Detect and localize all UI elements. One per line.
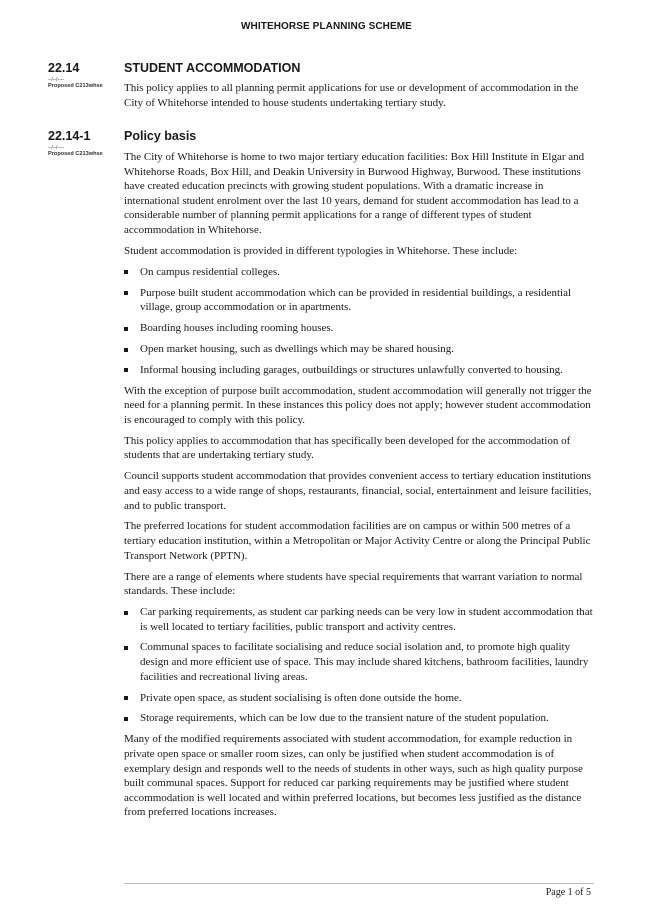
list-item xyxy=(124,691,594,706)
paragraph: The preferred locations for student accommodation facilities are on campus or within 500 metres of a tertiary education institution, within a Metropolitan or Major Activity Centre or along the Principal Public Transport Network (PPTN). xyxy=(124,520,591,562)
paragraph: The City of Whitehorse is home to two major tertiary education facilities: Box Hill Institute in Elgar and Whitehorse Roads, Box Hill, and Deakin University in Burwood Highway, Burwood. These institutions have created education precincts with growing student populations. With a dramatic increase in international student enrolment over the last 10 years, demand for student accommodation has lead to a considerable number of planning permit applications for a range of different types of student accommodation in Whitehorse. xyxy=(124,151,585,236)
list-item-text: Open market housing, such as dwellings which may be shared housing. xyxy=(140,343,455,356)
list-item-text: On campus residential colleges. xyxy=(140,265,280,278)
list-item-text: Informal housing including garages, outbuildings or structures unlawfully converted to housing. xyxy=(140,363,563,376)
section-body xyxy=(124,150,594,826)
page-number: Page 1 of 5 xyxy=(545,887,591,898)
list-item-text: Car parking requirements, as student car parking needs can be very low in student accommodation that is well located to tertiary facilities, public transport and activity centres. xyxy=(140,606,593,633)
bullet-icon xyxy=(124,611,128,615)
list-item-text: Purpose built student accommodation which can be provided in residential buildings, a residential village, group accommodation or in apartments. xyxy=(140,286,572,314)
requirements-list xyxy=(124,605,594,726)
paragraph: Student accommodation is provided in different typologies in Whitehorse. These include: xyxy=(124,244,518,257)
amendment-ref: Proposed C213whse xyxy=(48,83,103,89)
footer-divider xyxy=(124,883,594,884)
section-heading: STUDENT ACCOMMODATION xyxy=(124,61,301,75)
clause-number: 22.14 xyxy=(48,61,80,75)
list-item-text: Private open space, as student socialising is often done outside the home. xyxy=(140,691,462,704)
list-item xyxy=(124,605,594,634)
typology-list xyxy=(124,265,594,378)
list-item xyxy=(124,363,594,378)
paragraph: Many of the modified requirements associated with student accommodation, for example reduction in private open space or smaller room sizes, can only be justified when student accommodation is of exemplary design and responds well to the needs of students in other ways, such as high quality purpose built communal spaces. Support for reduced car parking requirements may be justified where student accommodation is well located and within preferred locations, but becomes less justified as the distance from preferred locations increases. xyxy=(124,733,583,819)
bullet-icon xyxy=(124,348,128,352)
list-item xyxy=(124,711,594,726)
paragraph: There are a range of elements where students have special requirements that warrant variation to normal standards. These include: xyxy=(124,570,583,598)
list-item xyxy=(124,265,594,280)
list-item xyxy=(124,342,594,357)
clause-date: --/--/---- xyxy=(48,77,65,83)
section-body xyxy=(124,81,594,116)
list-item-text: Storage requirements, which can be low due to the transient nature of the student population. xyxy=(140,712,549,725)
list-item-text: Communal spaces to facilitate socialising and reduce social isolation and, to promote high quality design and more efficient use of space. This may include shared kitchens, bathroom facilities, laundry facilities and recreational living areas. xyxy=(140,641,589,683)
paragraph: This policy applies to accommodation that has specifically been developed for the accommodation of students that are undertaking tertiary study. xyxy=(124,434,571,462)
page-header: WHITEHORSE PLANNING SCHEME xyxy=(241,21,412,32)
paragraph: With the exception of purpose built accommodation, student accommodation will generally not trigger the need for a planning permit. In these instances this policy does not apply; however student accommodation is encouraged to comply with this policy. xyxy=(124,384,592,426)
section-heading: Policy basis xyxy=(124,129,197,143)
bullet-icon xyxy=(124,270,128,274)
paragraph: This policy applies to all planning permit applications for use or development of accommodation in the City of Whitehorse intended to house students undertaking tertiary study. xyxy=(124,82,579,109)
bullet-icon xyxy=(124,327,128,331)
list-item xyxy=(124,640,594,684)
bullet-icon xyxy=(124,368,128,372)
list-item xyxy=(124,321,594,336)
clause-number: 22.14-1 xyxy=(48,129,91,143)
bullet-icon xyxy=(124,717,128,721)
list-item-text: Boarding houses including rooming houses. xyxy=(140,322,334,335)
paragraph: Council supports student accommodation that provides convenient access to tertiary education institutions and easy access to a wide range of shops, restaurants, financial, social, entertainment and leisure facilities, and to public transport. xyxy=(124,470,592,512)
list-item xyxy=(124,286,594,315)
bullet-icon xyxy=(124,291,128,295)
clause-date: --/--/---- xyxy=(48,145,65,151)
bullet-icon xyxy=(124,646,128,650)
bullet-icon xyxy=(124,696,128,700)
amendment-ref: Proposed C213whse xyxy=(48,151,103,157)
